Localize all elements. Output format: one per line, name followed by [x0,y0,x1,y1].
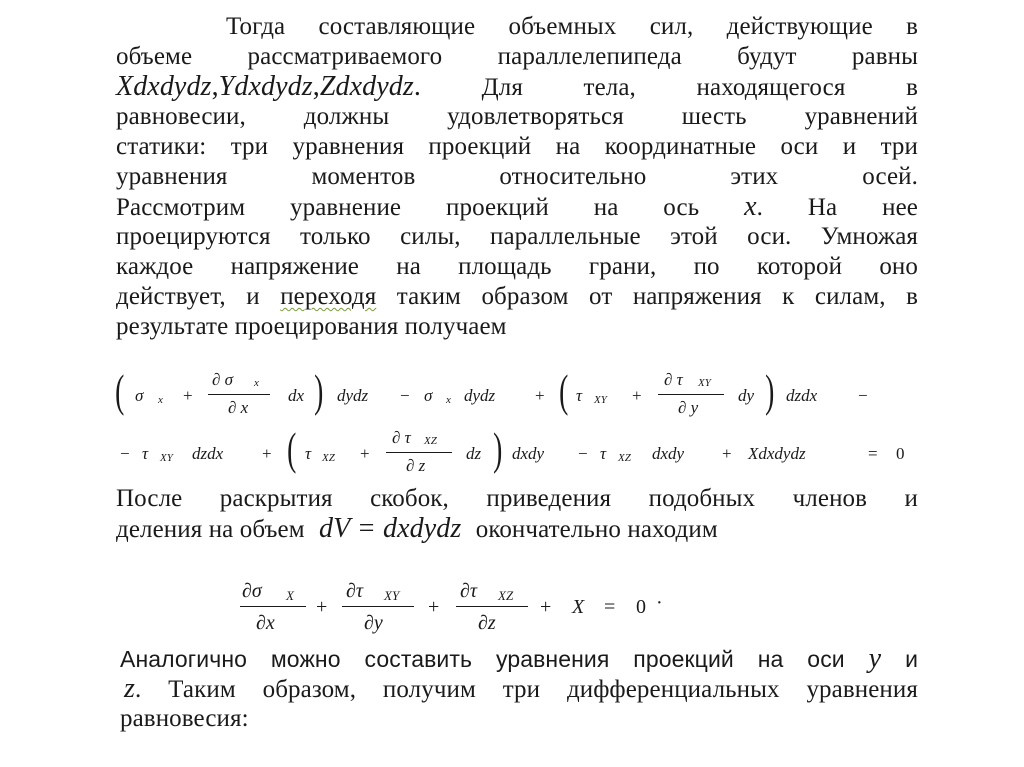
math-subscript: XZ [498,588,514,603]
fraction-bar [342,606,414,607]
math-term: dy [738,386,755,405]
math-operator: + [632,386,642,405]
text-line-with-math [120,644,918,674]
text-line: После раскрытия скобок, приведения подобных членов и [116,485,918,512]
text-line: статики: три уравнения проекций на координатные оси и три [116,133,918,160]
fraction-denominator: ∂z [478,612,496,634]
math-symbol: σ [424,386,433,405]
math-subscript: x [254,377,259,389]
text-fragment: . Таким образом, получим три дифференциальных уравнения [135,676,918,703]
math-separator: , [312,71,320,102]
fraction-denominator: ∂y [364,612,383,634]
text-line: результате проецирования получаем [116,313,507,340]
math-symbol: τ [142,444,149,463]
text-fragment: Аналогично можно составить уравнения проекций на оси [120,646,845,672]
left-paren: ( [559,365,569,416]
paragraph-conclusion [120,644,918,734]
fraction-numerator: ∂ τ [664,370,683,389]
text-fragment: действует, и [116,283,260,310]
math-xdxdydz: Xdxdydz [116,71,212,102]
math-symbol: τ [305,444,312,463]
math-period: . [413,71,421,102]
fraction-denominator: ∂ z [406,456,426,475]
math-operator: − [858,386,868,405]
text-line: уравнения моментов относительно этих осей. [116,163,918,190]
text-fragment: Для тела, находящегося в [481,74,918,101]
left-paren: ( [115,365,125,416]
math-operator: = [604,596,616,618]
math-term: dxdy [512,444,545,463]
text-line: каждое напряжение на площадь грани, по которой оно [116,253,918,280]
math-subscript: XZ [322,452,335,464]
math-term: dz [466,444,482,463]
math-subscript: XY [384,588,400,603]
fraction-numerator: ∂ τ [392,428,411,447]
text-fragment: таким образом от напряжения к силам, в [396,283,918,310]
math-subscript: XY [594,394,607,406]
math-subscript: XZ [618,452,631,464]
math-operator: = [868,444,878,463]
math-operator: + [535,386,545,405]
fraction-numerator: ∂ σ [212,370,234,389]
text-fragment: и [905,646,919,672]
right-paren: ) [314,365,324,416]
math-operator: − [400,386,410,405]
math-volume-expression: dV = dxdydz [319,513,462,544]
right-paren: ) [493,423,503,474]
math-number: 0 [896,444,905,463]
text-fragment: окончательно находим [475,516,718,543]
text-fragment: деления на объем [116,516,305,543]
fraction-numerator: ∂σ [242,580,262,602]
math-term: dydz [464,386,496,405]
right-paren: ) [765,365,775,416]
math-number: 0 [636,596,646,618]
text-fragment: Рассмотрим уравнение проекций на ось [116,194,700,221]
math-operator: + [262,444,272,463]
text-line: объеме рассматриваемого параллелепипеда будут равны [116,43,918,70]
math-z: z [124,673,135,704]
spellcheck-underlined-word: переходя [280,283,377,310]
math-operator: + [428,596,440,618]
math-term: Xdxdydz [748,444,806,463]
math-term: dzdx [192,444,224,463]
fraction-numerator: ∂τ [460,580,478,602]
math-y: y [868,643,882,674]
math-symbol: X [572,596,585,618]
text-line: равновесии, должны удовлетворяться шесть уравнений [116,103,918,130]
math-subscript: XY [698,377,711,389]
math-subscript: XY [160,452,173,464]
fraction-denominator: ∂ x [228,398,249,417]
math-operator: − [120,444,130,463]
text-line: равновесия: [120,705,249,732]
fraction-bar [456,606,528,607]
math-subscript: x [158,394,163,406]
fraction-denominator: ∂x [256,612,275,634]
math-term: dydz [337,386,369,405]
math-zdxdydz: Zdxdydz [319,71,414,102]
math-operator: − [578,444,588,463]
math-operator: + [722,444,732,463]
fraction-numerator: ∂τ [346,580,364,602]
math-separator: , [211,71,219,102]
math-symbol: τ [576,386,583,405]
math-subscript: X [286,588,294,603]
text-line: проецируются только силы, параллельные этой оси. Умножая [116,223,918,250]
math-operator: + [316,596,328,618]
math-term: dx [288,386,305,405]
math-x: x [744,191,757,222]
math-operator: + [183,386,193,405]
math-subscript: x [446,394,451,406]
left-paren: ( [287,423,297,474]
fraction-bar [240,606,306,607]
text-fragment: . На нее [756,194,918,221]
math-term: dzdx [786,386,818,405]
math-period: · [656,592,663,614]
math-symbol: σ [135,386,144,405]
math-symbol: τ [600,444,607,463]
math-ydxdydz: Ydxdydz [218,71,313,102]
text-line: Тогда составляющие объемных сил, действующие в [226,13,918,40]
math-operator: + [540,596,552,618]
math-operator: + [360,444,370,463]
math-subscript: XZ [424,435,437,447]
text-line-with-math [120,674,918,704]
math-term: dxdy [652,444,685,463]
fraction-denominator: ∂ y [678,398,699,417]
